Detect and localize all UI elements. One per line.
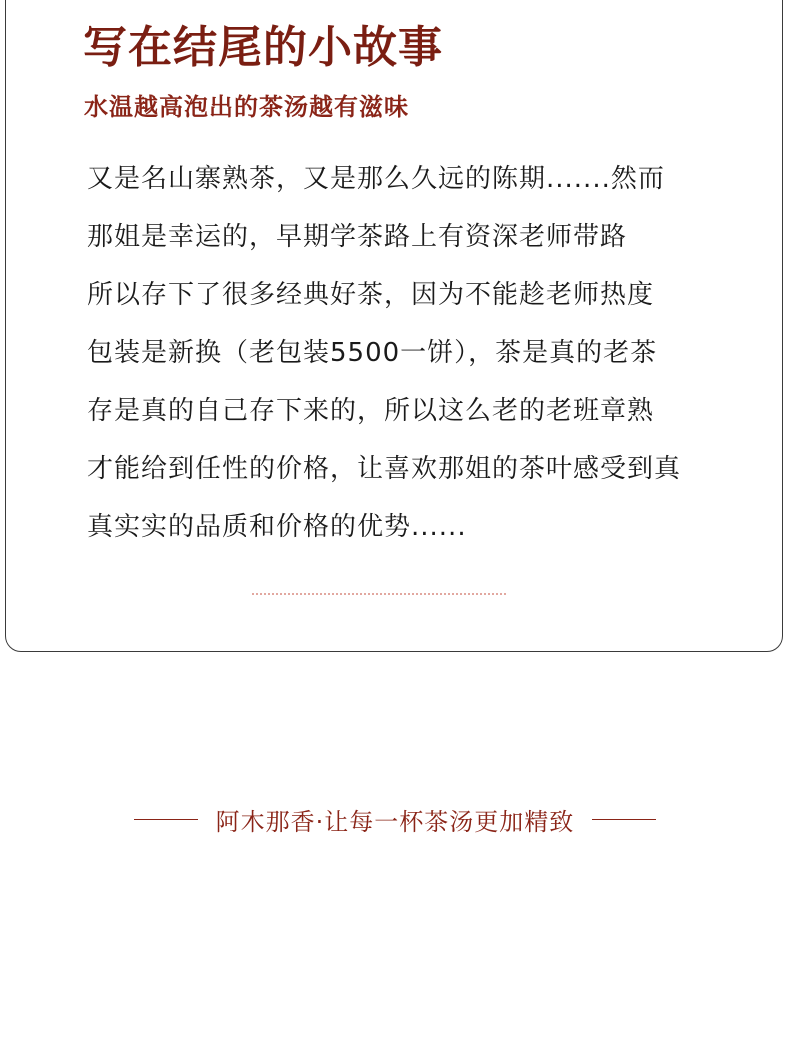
story-line: 又是名山寨熟茶，又是那么久远的陈期.......然而 bbox=[87, 164, 665, 194]
story-line: 包装是新换（老包装5500一饼），茶是真的老茶 bbox=[87, 338, 658, 368]
story-line: 存是真的自己存下来的，所以这么老的老班章熟 bbox=[87, 396, 655, 426]
footer-rule-left bbox=[134, 819, 198, 820]
footer-slogan-row bbox=[0, 798, 790, 840]
dotted-divider bbox=[252, 593, 506, 595]
footer-slogan: 阿木那香·让每一杯茶汤更加精致 bbox=[215, 807, 575, 836]
story-text bbox=[87, 157, 681, 563]
story-line: 所以存下了很多经典好茶，因为不能趁老师热度 bbox=[87, 280, 655, 310]
footer-rule-right bbox=[592, 819, 656, 820]
page-title: 写在结尾的小故事 bbox=[83, 22, 443, 73]
story-line: 才能给到任性的价格，让喜欢那姐的茶叶感受到真 bbox=[87, 454, 682, 484]
page-subtitle: 水温越高泡出的茶汤越有滋味 bbox=[84, 93, 409, 121]
story-line: 真实实的品质和价格的优势...... bbox=[87, 512, 467, 542]
story-line: 那姐是幸运的，早期学茶路上有资深老师带路 bbox=[87, 222, 628, 252]
